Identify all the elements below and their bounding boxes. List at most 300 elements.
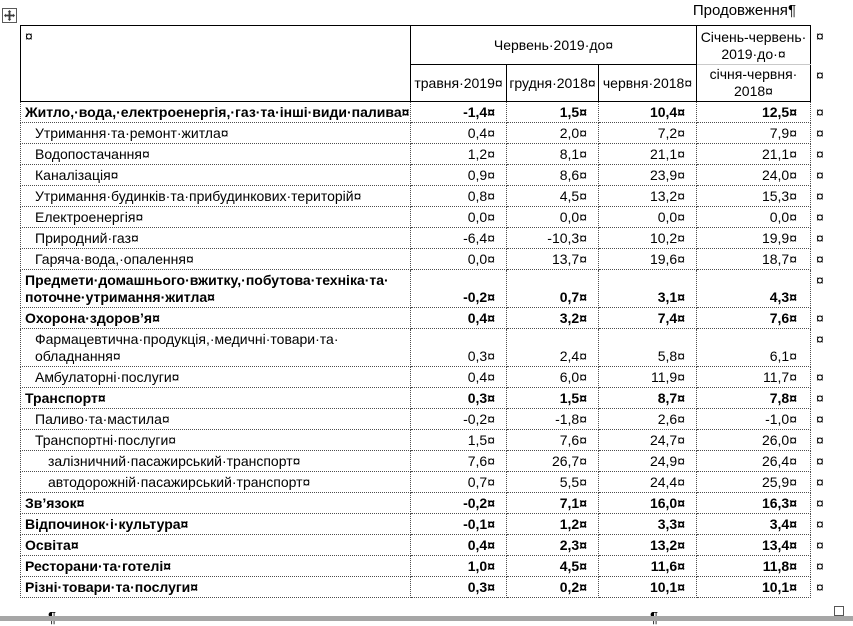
row-end-cell bbox=[811, 472, 837, 493]
table-row bbox=[21, 493, 837, 514]
value-cell-vs-jun-2018[interactable] bbox=[599, 329, 697, 367]
category-cell[interactable] bbox=[21, 207, 411, 228]
cell-end-mark: ¤ bbox=[25, 28, 33, 44]
value-cell-jan-jun[interactable] bbox=[697, 388, 811, 409]
category-label: Утримання·​будинків·​та·​прибудинкових·​територій bbox=[35, 188, 354, 204]
row-end-mark: ¤ bbox=[816, 208, 824, 225]
value-text: 4,5 bbox=[559, 558, 580, 574]
value-text: -6,4 bbox=[463, 230, 488, 246]
value-cell-vs-jun-2018[interactable] bbox=[599, 514, 697, 535]
cell-end-mark: ¤ bbox=[185, 251, 194, 267]
cell-end-mark: ¤ bbox=[677, 125, 685, 141]
value-cell-vs-may-2019[interactable] bbox=[411, 228, 507, 249]
row-end-cell bbox=[811, 493, 837, 514]
value-text: 7,8 bbox=[769, 390, 790, 406]
value-cell-vs-may-2019[interactable] bbox=[411, 186, 507, 207]
cell-end-mark: ¤ bbox=[789, 146, 797, 162]
cell-end-mark: ¤ bbox=[579, 251, 587, 267]
category-label: Освіта bbox=[25, 537, 71, 553]
cell-end-mark: ¤ bbox=[789, 579, 797, 595]
cell-end-mark: ¤ bbox=[487, 251, 495, 267]
category-cell[interactable] bbox=[21, 249, 411, 270]
value-cell-jan-jun[interactable] bbox=[697, 535, 811, 556]
right-header-bottom-cell[interactable] bbox=[697, 65, 811, 102]
cell-end-mark: ¤ bbox=[487, 495, 495, 511]
value-cell-jan-jun[interactable] bbox=[697, 144, 811, 165]
table-row bbox=[21, 409, 837, 430]
cell-end-mark: ¤ bbox=[487, 230, 495, 246]
price-index-table bbox=[20, 25, 837, 598]
value-text: 0,4 bbox=[467, 369, 488, 385]
value-cell-jan-jun[interactable] bbox=[697, 472, 811, 493]
value-cell-vs-dec-2018[interactable] bbox=[507, 249, 599, 270]
value-text: -0,2 bbox=[463, 411, 488, 427]
value-text: 8,1 bbox=[559, 146, 580, 162]
cell-end-mark: ¤ bbox=[487, 579, 495, 595]
value-text: -0,1 bbox=[463, 516, 488, 532]
value-cell-vs-dec-2018[interactable] bbox=[507, 514, 599, 535]
value-text: 10,1 bbox=[761, 579, 790, 595]
row-end-cell bbox=[811, 270, 837, 308]
value-cell-jan-jun[interactable] bbox=[697, 409, 811, 430]
subheader-dec-2018[interactable] bbox=[507, 65, 599, 102]
table-move-handle[interactable] bbox=[2, 8, 17, 23]
row-end-mark: ¤ bbox=[816, 494, 824, 511]
category-cell[interactable] bbox=[21, 102, 411, 123]
value-cell-vs-dec-2018[interactable] bbox=[507, 186, 599, 207]
cell-end-mark: ¤ bbox=[487, 209, 495, 225]
value-cell-vs-may-2019[interactable] bbox=[411, 329, 507, 367]
value-cell-vs-may-2019[interactable] bbox=[411, 102, 507, 123]
value-text: 11,9 bbox=[650, 369, 678, 385]
category-label: автодорожній·​пасажирський·​транспорт bbox=[48, 474, 303, 490]
row-end-cell bbox=[811, 388, 837, 409]
value-text: 13,7 bbox=[551, 251, 580, 267]
value-text: 0,4 bbox=[467, 125, 488, 141]
value-text: -1,4 bbox=[463, 104, 488, 120]
value-cell-vs-jun-2018[interactable] bbox=[599, 430, 697, 451]
value-cell-vs-may-2019[interactable] bbox=[411, 451, 507, 472]
cell-end-mark: ¤ bbox=[487, 537, 495, 553]
value-cell-vs-jun-2018[interactable] bbox=[599, 493, 697, 514]
value-text: 11,7 bbox=[762, 369, 790, 385]
value-cell-vs-jun-2018[interactable] bbox=[599, 228, 697, 249]
cell-end-mark: ¤ bbox=[789, 125, 797, 141]
table-row bbox=[21, 472, 837, 493]
table-row bbox=[21, 102, 837, 123]
cell-end-mark: ¤ bbox=[579, 432, 587, 448]
value-cell-jan-jun[interactable] bbox=[697, 577, 811, 598]
value-text: 7,1 bbox=[559, 495, 580, 511]
value-text: 24,9 bbox=[649, 453, 678, 469]
category-cell[interactable] bbox=[21, 493, 411, 514]
cell-end-mark: ¤ bbox=[130, 230, 139, 246]
cell-end-mark: ¤ bbox=[579, 289, 587, 305]
value-cell-vs-jun-2018[interactable] bbox=[599, 165, 697, 186]
subheader-jun-2018[interactable] bbox=[599, 65, 697, 102]
value-cell-vs-jun-2018[interactable] bbox=[599, 388, 697, 409]
cell-end-mark: ¤ bbox=[789, 558, 797, 574]
cell-end-mark: ¤ bbox=[789, 516, 797, 532]
value-cell-vs-may-2019[interactable] bbox=[411, 409, 507, 430]
cell-end-mark: ¤ bbox=[220, 125, 229, 141]
table-header bbox=[21, 26, 837, 102]
cell-end-mark: ¤ bbox=[579, 558, 587, 574]
value-cell-vs-may-2019[interactable] bbox=[411, 207, 507, 228]
value-text: 3,2 bbox=[559, 310, 580, 326]
cell-end-mark: ¤ bbox=[112, 348, 121, 364]
value-text: 13,4 bbox=[761, 537, 790, 553]
cell-end-mark: ¤ bbox=[579, 348, 587, 364]
value-cell-vs-jun-2018[interactable] bbox=[599, 409, 697, 430]
value-cell-vs-dec-2018[interactable] bbox=[507, 409, 599, 430]
cell-end-mark: ¤ bbox=[292, 453, 301, 469]
value-cell-vs-dec-2018[interactable] bbox=[507, 165, 599, 186]
row-end-mark: ¤ bbox=[816, 410, 824, 427]
row-end-cell bbox=[811, 514, 837, 535]
table-row bbox=[21, 535, 837, 556]
category-cell[interactable] bbox=[21, 556, 411, 577]
category-cell[interactable] bbox=[21, 409, 411, 430]
category-cell[interactable] bbox=[21, 514, 411, 535]
category-cell[interactable] bbox=[21, 388, 411, 409]
value-cell-vs-may-2019[interactable] bbox=[411, 165, 507, 186]
value-text: 1,2 bbox=[467, 146, 488, 162]
category-cell[interactable] bbox=[21, 186, 411, 207]
value-cell-vs-dec-2018[interactable] bbox=[507, 556, 599, 577]
right-header-bottom-label: січня-червня·​2018 bbox=[709, 66, 798, 99]
cell-end-mark: ¤ bbox=[487, 167, 495, 183]
row-end-cell bbox=[811, 556, 837, 577]
cell-end-mark: ¤ bbox=[579, 411, 587, 427]
value-text: -1,0 bbox=[765, 411, 790, 427]
row-end-mark: ¤ bbox=[816, 309, 824, 326]
category-label: Амбулаторні·​послуги bbox=[35, 369, 172, 385]
cell-end-mark: ¤ bbox=[487, 125, 495, 141]
value-text: 16,3 bbox=[761, 495, 790, 511]
cell-end-mark: ¤ bbox=[487, 146, 495, 162]
cell-end-mark: ¤ bbox=[302, 474, 311, 490]
value-cell-vs-dec-2018[interactable] bbox=[507, 308, 599, 329]
table-row bbox=[21, 249, 837, 270]
row-end-mark: ¤ bbox=[816, 536, 824, 553]
value-cell-jan-jun[interactable] bbox=[697, 329, 811, 367]
cell-end-mark: ¤ bbox=[487, 369, 495, 385]
cell-end-mark: ¤ bbox=[777, 46, 786, 62]
table-row bbox=[21, 228, 837, 249]
category-cell[interactable] bbox=[21, 270, 411, 308]
value-cell-vs-may-2019[interactable] bbox=[411, 556, 507, 577]
value-cell-jan-jun[interactable] bbox=[697, 102, 811, 123]
value-text: 0,0 bbox=[559, 209, 580, 225]
row-end-mark: ¤ bbox=[816, 187, 824, 204]
value-cell-jan-jun[interactable] bbox=[697, 451, 811, 472]
value-cell-jan-jun[interactable] bbox=[697, 165, 811, 186]
category-label: Каналізація bbox=[35, 167, 111, 183]
cell-end-mark: ¤ bbox=[789, 188, 797, 204]
category-label: Водопостачання bbox=[35, 146, 142, 162]
right-header-top-cell[interactable] bbox=[697, 26, 811, 65]
value-cell-vs-may-2019[interactable] bbox=[411, 514, 507, 535]
cell-end-mark: ¤ bbox=[684, 74, 693, 91]
value-cell-vs-dec-2018[interactable] bbox=[507, 535, 599, 556]
cell-end-mark: ¤ bbox=[579, 167, 587, 183]
value-text: 11,6 bbox=[650, 558, 678, 574]
value-cell-vs-may-2019[interactable] bbox=[411, 270, 507, 308]
category-cell[interactable] bbox=[21, 367, 411, 388]
value-cell-vs-may-2019[interactable] bbox=[411, 535, 507, 556]
value-cell-vs-dec-2018[interactable] bbox=[507, 329, 599, 367]
value-text: 2,0 bbox=[559, 125, 580, 141]
value-text: 1,0 bbox=[467, 558, 488, 574]
cell-end-mark: ¤ bbox=[579, 209, 587, 225]
category-label: Гаряча·​вода,·​опалення bbox=[35, 251, 186, 267]
category-label: Зв’язок bbox=[25, 495, 77, 511]
row-end-cell bbox=[811, 186, 837, 207]
cell-end-mark: ¤ bbox=[142, 146, 150, 162]
row-end-cell bbox=[811, 207, 837, 228]
group-header-cell[interactable] bbox=[411, 26, 697, 65]
value-text: 7,9 bbox=[769, 125, 790, 141]
cell-end-mark: ¤ bbox=[677, 146, 685, 162]
value-cell-vs-dec-2018[interactable] bbox=[507, 228, 599, 249]
value-text: 11,8 bbox=[762, 558, 790, 574]
value-cell-vs-may-2019[interactable] bbox=[411, 577, 507, 598]
value-text: 2,6 bbox=[657, 411, 678, 427]
value-cell-vs-jun-2018[interactable] bbox=[599, 144, 697, 165]
value-text: 1,5 bbox=[559, 104, 580, 120]
value-cell-vs-jun-2018[interactable] bbox=[599, 367, 697, 388]
cell-end-mark: ¤ bbox=[579, 146, 587, 162]
cell-end-mark: ¤ bbox=[487, 289, 495, 305]
value-cell-vs-dec-2018[interactable] bbox=[507, 123, 599, 144]
cell-end-mark: ¤ bbox=[789, 537, 797, 553]
value-cell-vs-dec-2018[interactable] bbox=[507, 207, 599, 228]
cell-end-mark: ¤ bbox=[579, 579, 587, 595]
value-text: 23,9 bbox=[649, 167, 678, 183]
row-end-cell bbox=[811, 430, 837, 451]
value-cell-vs-dec-2018[interactable] bbox=[507, 493, 599, 514]
cell-end-mark: ¤ bbox=[677, 537, 685, 553]
value-text: -10,3 bbox=[547, 230, 580, 246]
category-cell[interactable] bbox=[21, 308, 411, 329]
value-cell-jan-jun[interactable] bbox=[697, 308, 811, 329]
value-cell-vs-may-2019[interactable] bbox=[411, 144, 507, 165]
value-text: 1,5 bbox=[559, 390, 580, 406]
value-cell-jan-jun[interactable] bbox=[697, 514, 811, 535]
value-cell-jan-jun[interactable] bbox=[697, 207, 811, 228]
row-end-mark: ¤ bbox=[816, 515, 824, 532]
value-cell-vs-jun-2018[interactable] bbox=[599, 249, 697, 270]
value-cell-vs-may-2019[interactable] bbox=[411, 493, 507, 514]
value-cell-jan-jun[interactable] bbox=[697, 249, 811, 270]
cell-end-mark: ¤ bbox=[76, 495, 85, 511]
value-cell-vs-may-2019[interactable] bbox=[411, 123, 507, 144]
value-cell-vs-may-2019[interactable] bbox=[411, 367, 507, 388]
category-label: Відпочинок·​і·​культура bbox=[25, 516, 181, 532]
cell-end-mark: ¤ bbox=[789, 390, 797, 406]
row-end-cell bbox=[811, 249, 837, 270]
value-cell-jan-jun[interactable] bbox=[697, 430, 811, 451]
value-cell-vs-dec-2018[interactable] bbox=[507, 430, 599, 451]
value-cell-jan-jun[interactable] bbox=[697, 270, 811, 308]
row-end-cell bbox=[811, 535, 837, 556]
value-text: 10,2 bbox=[649, 230, 678, 246]
table-row bbox=[21, 270, 837, 308]
cell-end-mark: ¤ bbox=[171, 369, 180, 385]
value-cell-vs-jun-2018[interactable] bbox=[599, 270, 697, 308]
category-cell[interactable] bbox=[21, 123, 411, 144]
value-text: 18,7 bbox=[761, 251, 790, 267]
row-end-mark: ¤ bbox=[816, 27, 824, 44]
value-text: 6,1 bbox=[769, 348, 790, 364]
value-cell-jan-jun[interactable] bbox=[697, 123, 811, 144]
table-resize-handle[interactable] bbox=[834, 606, 844, 616]
cell-end-mark: ¤ bbox=[789, 230, 797, 246]
category-cell[interactable] bbox=[21, 430, 411, 451]
table-row bbox=[21, 123, 837, 144]
category-cell[interactable] bbox=[21, 228, 411, 249]
cell-end-mark: ¤ bbox=[163, 558, 172, 574]
value-cell-jan-jun[interactable] bbox=[697, 186, 811, 207]
row-end-cell bbox=[811, 409, 837, 430]
value-cell-vs-jun-2018[interactable] bbox=[599, 102, 697, 123]
corner-header-cell[interactable] bbox=[21, 26, 411, 102]
value-cell-vs-jun-2018[interactable] bbox=[599, 451, 697, 472]
cell-end-mark: ¤ bbox=[180, 516, 189, 532]
value-text: 0,8 bbox=[467, 188, 488, 204]
cell-end-mark: ¤ bbox=[765, 83, 773, 99]
category-cell[interactable] bbox=[21, 451, 411, 472]
value-cell-vs-may-2019[interactable] bbox=[411, 472, 507, 493]
category-cell[interactable] bbox=[21, 577, 411, 598]
cell-end-mark: ¤ bbox=[487, 558, 495, 574]
value-text: 8,7 bbox=[657, 390, 678, 406]
cell-end-mark: ¤ bbox=[487, 310, 495, 326]
value-text: 0,4 bbox=[467, 310, 488, 326]
cell-end-mark: ¤ bbox=[789, 251, 797, 267]
category-cell[interactable] bbox=[21, 144, 411, 165]
continuation-label: Продовження bbox=[692, 2, 788, 19]
value-cell-vs-dec-2018[interactable] bbox=[507, 144, 599, 165]
value-text: -1,8 bbox=[555, 411, 580, 427]
value-cell-vs-may-2019[interactable] bbox=[411, 249, 507, 270]
value-text: 19,6 bbox=[649, 251, 678, 267]
category-label: залізничний·​пасажирський·​транспорт bbox=[48, 453, 293, 469]
category-label: Транспорт bbox=[25, 390, 98, 406]
move-arrows-icon bbox=[4, 10, 15, 21]
value-text: 4,3 bbox=[769, 289, 790, 305]
row-end-mark: ¤ bbox=[816, 66, 824, 83]
value-text: 5,8 bbox=[657, 348, 678, 364]
cell-end-mark: ¤ bbox=[789, 310, 797, 326]
value-cell-vs-dec-2018[interactable] bbox=[507, 388, 599, 409]
row-end-cell bbox=[811, 451, 837, 472]
cell-end-mark: ¤ bbox=[677, 432, 685, 448]
value-cell-jan-jun[interactable] bbox=[697, 228, 811, 249]
cell-end-mark: ¤ bbox=[677, 251, 685, 267]
right-header-top-label: Січень-червень·​2019·​до·​ bbox=[700, 29, 807, 62]
cell-end-mark: ¤ bbox=[487, 188, 495, 204]
category-label: Охорона·​здоров’я bbox=[25, 310, 153, 326]
category-label: Утримання·​та·​ремонт·​житла bbox=[35, 125, 221, 141]
value-text: 10,1 bbox=[649, 579, 678, 595]
table-row bbox=[21, 165, 837, 186]
value-text: -0,2 bbox=[463, 495, 488, 511]
value-cell-jan-jun[interactable] bbox=[697, 556, 811, 577]
value-cell-vs-may-2019[interactable] bbox=[411, 388, 507, 409]
value-cell-vs-dec-2018[interactable] bbox=[507, 367, 599, 388]
value-cell-vs-jun-2018[interactable] bbox=[599, 472, 697, 493]
pilcrow-mark: ¶ bbox=[787, 2, 796, 19]
row-end-cell bbox=[811, 65, 837, 102]
value-cell-vs-jun-2018[interactable] bbox=[599, 207, 697, 228]
category-label: Електроенергія bbox=[35, 209, 136, 225]
cell-end-mark: ¤ bbox=[579, 390, 587, 406]
value-cell-vs-jun-2018[interactable] bbox=[599, 556, 697, 577]
row-end-mark: ¤ bbox=[816, 145, 824, 162]
value-cell-vs-jun-2018[interactable] bbox=[599, 535, 697, 556]
value-text: 7,2 bbox=[657, 125, 678, 141]
table-row bbox=[21, 144, 837, 165]
continuation-paragraph[interactable] bbox=[693, 1, 796, 20]
subheader-may-2019[interactable] bbox=[411, 65, 507, 102]
value-cell-vs-jun-2018[interactable] bbox=[599, 186, 697, 207]
value-cell-vs-may-2019[interactable] bbox=[411, 308, 507, 329]
value-text: 7,4 bbox=[657, 310, 678, 326]
row-end-mark: ¤ bbox=[816, 368, 824, 385]
cell-end-mark: ¤ bbox=[789, 495, 797, 511]
category-cell[interactable] bbox=[21, 165, 411, 186]
value-cell-jan-jun[interactable] bbox=[697, 493, 811, 514]
category-cell[interactable] bbox=[21, 329, 411, 367]
value-cell-vs-jun-2018[interactable] bbox=[599, 308, 697, 329]
value-cell-vs-dec-2018[interactable] bbox=[507, 102, 599, 123]
value-text: 0,3 bbox=[467, 579, 488, 595]
value-cell-vs-dec-2018[interactable] bbox=[507, 577, 599, 598]
cell-end-mark: ¤ bbox=[677, 104, 685, 120]
row-end-mark: ¤ bbox=[816, 103, 824, 120]
cell-end-mark: ¤ bbox=[677, 558, 685, 574]
value-cell-vs-may-2019[interactable] bbox=[411, 430, 507, 451]
row-end-cell bbox=[811, 144, 837, 165]
cell-end-mark: ¤ bbox=[789, 432, 797, 448]
value-text: 15,3 bbox=[761, 188, 790, 204]
value-text: 16,0 bbox=[649, 495, 678, 511]
value-cell-vs-dec-2018[interactable] bbox=[507, 270, 599, 308]
cell-end-mark: ¤ bbox=[487, 348, 495, 364]
cell-end-mark: ¤ bbox=[789, 104, 797, 120]
value-cell-vs-jun-2018[interactable] bbox=[599, 577, 697, 598]
cell-end-mark: ¤ bbox=[579, 474, 587, 490]
value-cell-vs-jun-2018[interactable] bbox=[599, 123, 697, 144]
value-text: 6,0 bbox=[559, 369, 580, 385]
category-cell[interactable] bbox=[21, 535, 411, 556]
row-end-mark: ¤ bbox=[816, 250, 824, 267]
cell-end-mark: ¤ bbox=[789, 348, 797, 364]
value-cell-vs-dec-2018[interactable] bbox=[507, 472, 599, 493]
value-text: 7,6 bbox=[467, 453, 488, 469]
value-text: 13,2 bbox=[649, 188, 678, 204]
value-text: 0,4 bbox=[467, 537, 488, 553]
value-cell-jan-jun[interactable] bbox=[697, 367, 811, 388]
row-end-mark: ¤ bbox=[816, 389, 824, 406]
cell-end-mark: ¤ bbox=[579, 495, 587, 511]
category-cell[interactable] bbox=[21, 472, 411, 493]
cell-end-mark: ¤ bbox=[579, 516, 587, 532]
value-cell-vs-dec-2018[interactable] bbox=[507, 451, 599, 472]
value-text: 0,3 bbox=[467, 390, 488, 406]
